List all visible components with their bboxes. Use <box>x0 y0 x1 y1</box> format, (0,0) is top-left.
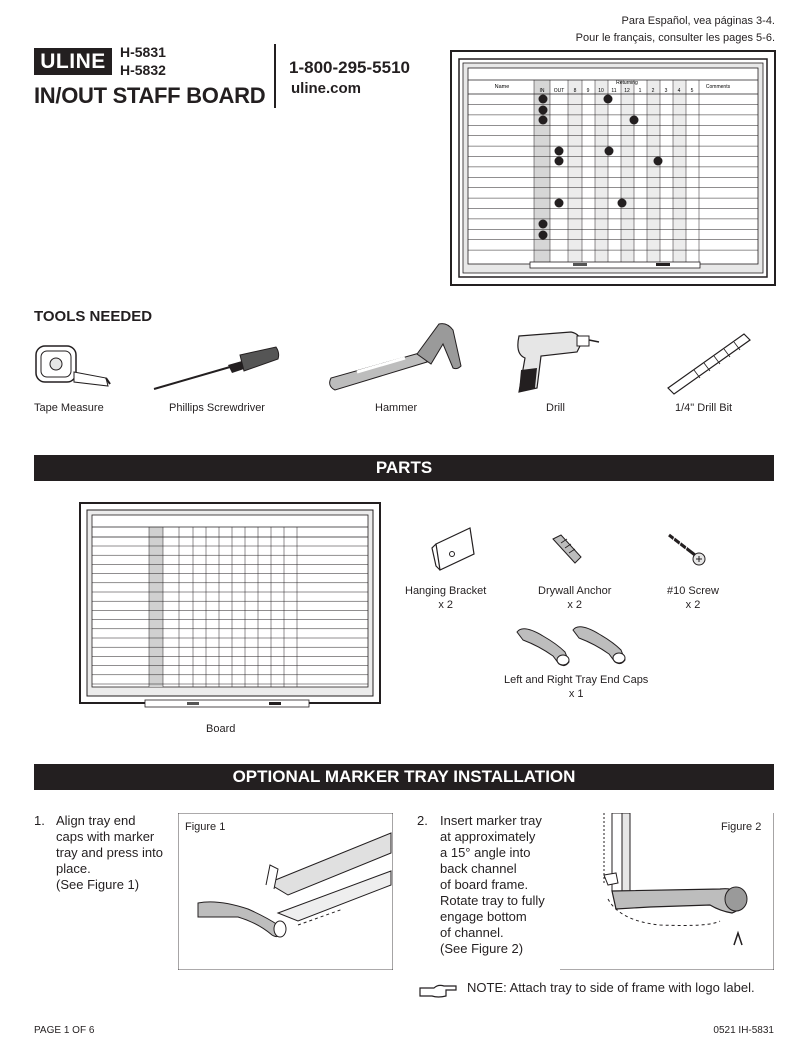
board-hour-label: 1 <box>638 88 642 94</box>
hanging-bracket-name: Hanging Bracket <box>405 585 487 597</box>
board-part-label: Board <box>206 723 236 735</box>
parts-heading: PARTS <box>34 455 774 481</box>
tray-end-caps-label <box>504 673 648 701</box>
figure-1 <box>178 813 393 970</box>
screw-qty: x 2 <box>685 599 701 611</box>
spanish-note: Para Español, vea páginas 3-4. <box>621 15 775 27</box>
step-2-line: at approximately <box>440 829 536 844</box>
tools-heading: TOOLS NEEDED <box>34 308 153 325</box>
hanging-bracket-label <box>405 584 486 612</box>
tray-end-caps-qty: x 1 <box>568 688 584 700</box>
step-2-line: (See Figure 2) <box>440 941 524 956</box>
board-col-out: OUT <box>553 88 565 94</box>
figure-2 <box>560 813 774 970</box>
model-number-1: H-5831 <box>120 44 166 60</box>
step-2-line: Rotate tray to fully <box>440 893 545 908</box>
board-col-in: IN <box>539 88 545 94</box>
board-hour-label: 11 <box>611 88 617 94</box>
board-col-comments: Comments <box>705 84 731 90</box>
step-2-line: of board frame. <box>440 877 529 892</box>
step-1-line: place. <box>56 861 91 876</box>
hanging-bracket-qty: x 2 <box>438 599 453 611</box>
drywall-anchor-qty: x 2 <box>567 599 583 611</box>
screw-label <box>667 584 719 612</box>
board-hour-label: 3 <box>664 88 668 94</box>
page-title: IN/OUT STAFF BOARD <box>34 83 266 108</box>
header-divider <box>274 44 276 108</box>
board-part-illustration <box>79 502 381 714</box>
document-code: 0521 IH-5831 <box>713 1025 774 1036</box>
board-hour-label: 8 <box>573 88 577 94</box>
screwdriver-icon <box>152 343 282 393</box>
hammer-icon <box>327 320 467 395</box>
tool-label-drill: Drill <box>546 402 565 414</box>
drywall-anchor-label <box>538 584 611 612</box>
board-hour-label: 9 <box>586 88 590 94</box>
tool-label-drill-bit: 1/4" Drill Bit <box>675 402 733 414</box>
tray-note: NOTE: Attach tray to side of frame with logo label. <box>467 980 755 995</box>
step-2-line: Insert marker tray <box>440 813 542 828</box>
step-2-text <box>440 813 545 957</box>
step-1-line: tray and press into <box>56 845 163 860</box>
step-2-line: of channel. <box>440 925 504 940</box>
step-1-number: 1. <box>34 813 45 828</box>
drill-bit-icon <box>664 330 754 395</box>
step-2-line: engage bottom <box>440 909 527 924</box>
phone-number: 1-800-295-5510 <box>289 58 410 77</box>
board-hour-label: 12 <box>624 88 630 94</box>
tool-label-screwdriver: Phillips Screwdriver <box>169 402 265 414</box>
figure-1-label: Figure 1 <box>185 821 226 833</box>
screw-name: #10 Screw <box>667 585 719 597</box>
french-note: Pour le français, consulter les pages 5-6. <box>575 32 775 44</box>
tool-label-tape-measure: Tape Measure <box>34 402 104 414</box>
board-hour-label: 2 <box>651 88 655 94</box>
drywall-anchor-name: Drywall Anchor <box>538 585 612 597</box>
step-1-line: (See Figure 1) <box>56 877 140 892</box>
drill-icon <box>511 330 601 395</box>
figure-2-label: Figure 2 <box>721 821 762 833</box>
step-1-line: Align tray end <box>56 813 136 828</box>
step-1-text <box>56 813 163 893</box>
model-number-2: H-5832 <box>120 62 166 78</box>
tray-section-heading: OPTIONAL MARKER TRAY INSTALLATION <box>34 764 774 790</box>
page-number: PAGE 1 OF 6 <box>34 1025 95 1036</box>
website: uline.com <box>291 80 362 97</box>
board-hour-label: 5 <box>690 88 694 94</box>
tray-end-caps-icon <box>513 622 633 670</box>
board-col-name: Name <box>494 84 510 90</box>
step-2-line: a 15° angle into <box>440 845 531 860</box>
tool-label-hammer: Hammer <box>375 402 418 414</box>
step-1-line: caps with marker <box>56 829 155 844</box>
board-illustration-top <box>450 50 776 286</box>
tray-end-caps-name: Left and Right Tray End Caps <box>504 674 649 686</box>
board-col-returning: Returning <box>616 80 638 86</box>
step-2-number: 2. <box>417 813 428 828</box>
drywall-anchor-icon <box>549 533 585 567</box>
board-hour-label: 10 <box>598 88 604 94</box>
uline-logo: ULINE <box>34 48 112 75</box>
board-hour-label: 4 <box>677 88 681 94</box>
hanging-bracket-icon <box>430 524 480 574</box>
screw-icon <box>667 533 707 567</box>
pointing-hand-icon <box>418 982 458 1000</box>
tape-measure-icon <box>34 342 114 392</box>
step-2-line: back channel <box>440 861 517 876</box>
